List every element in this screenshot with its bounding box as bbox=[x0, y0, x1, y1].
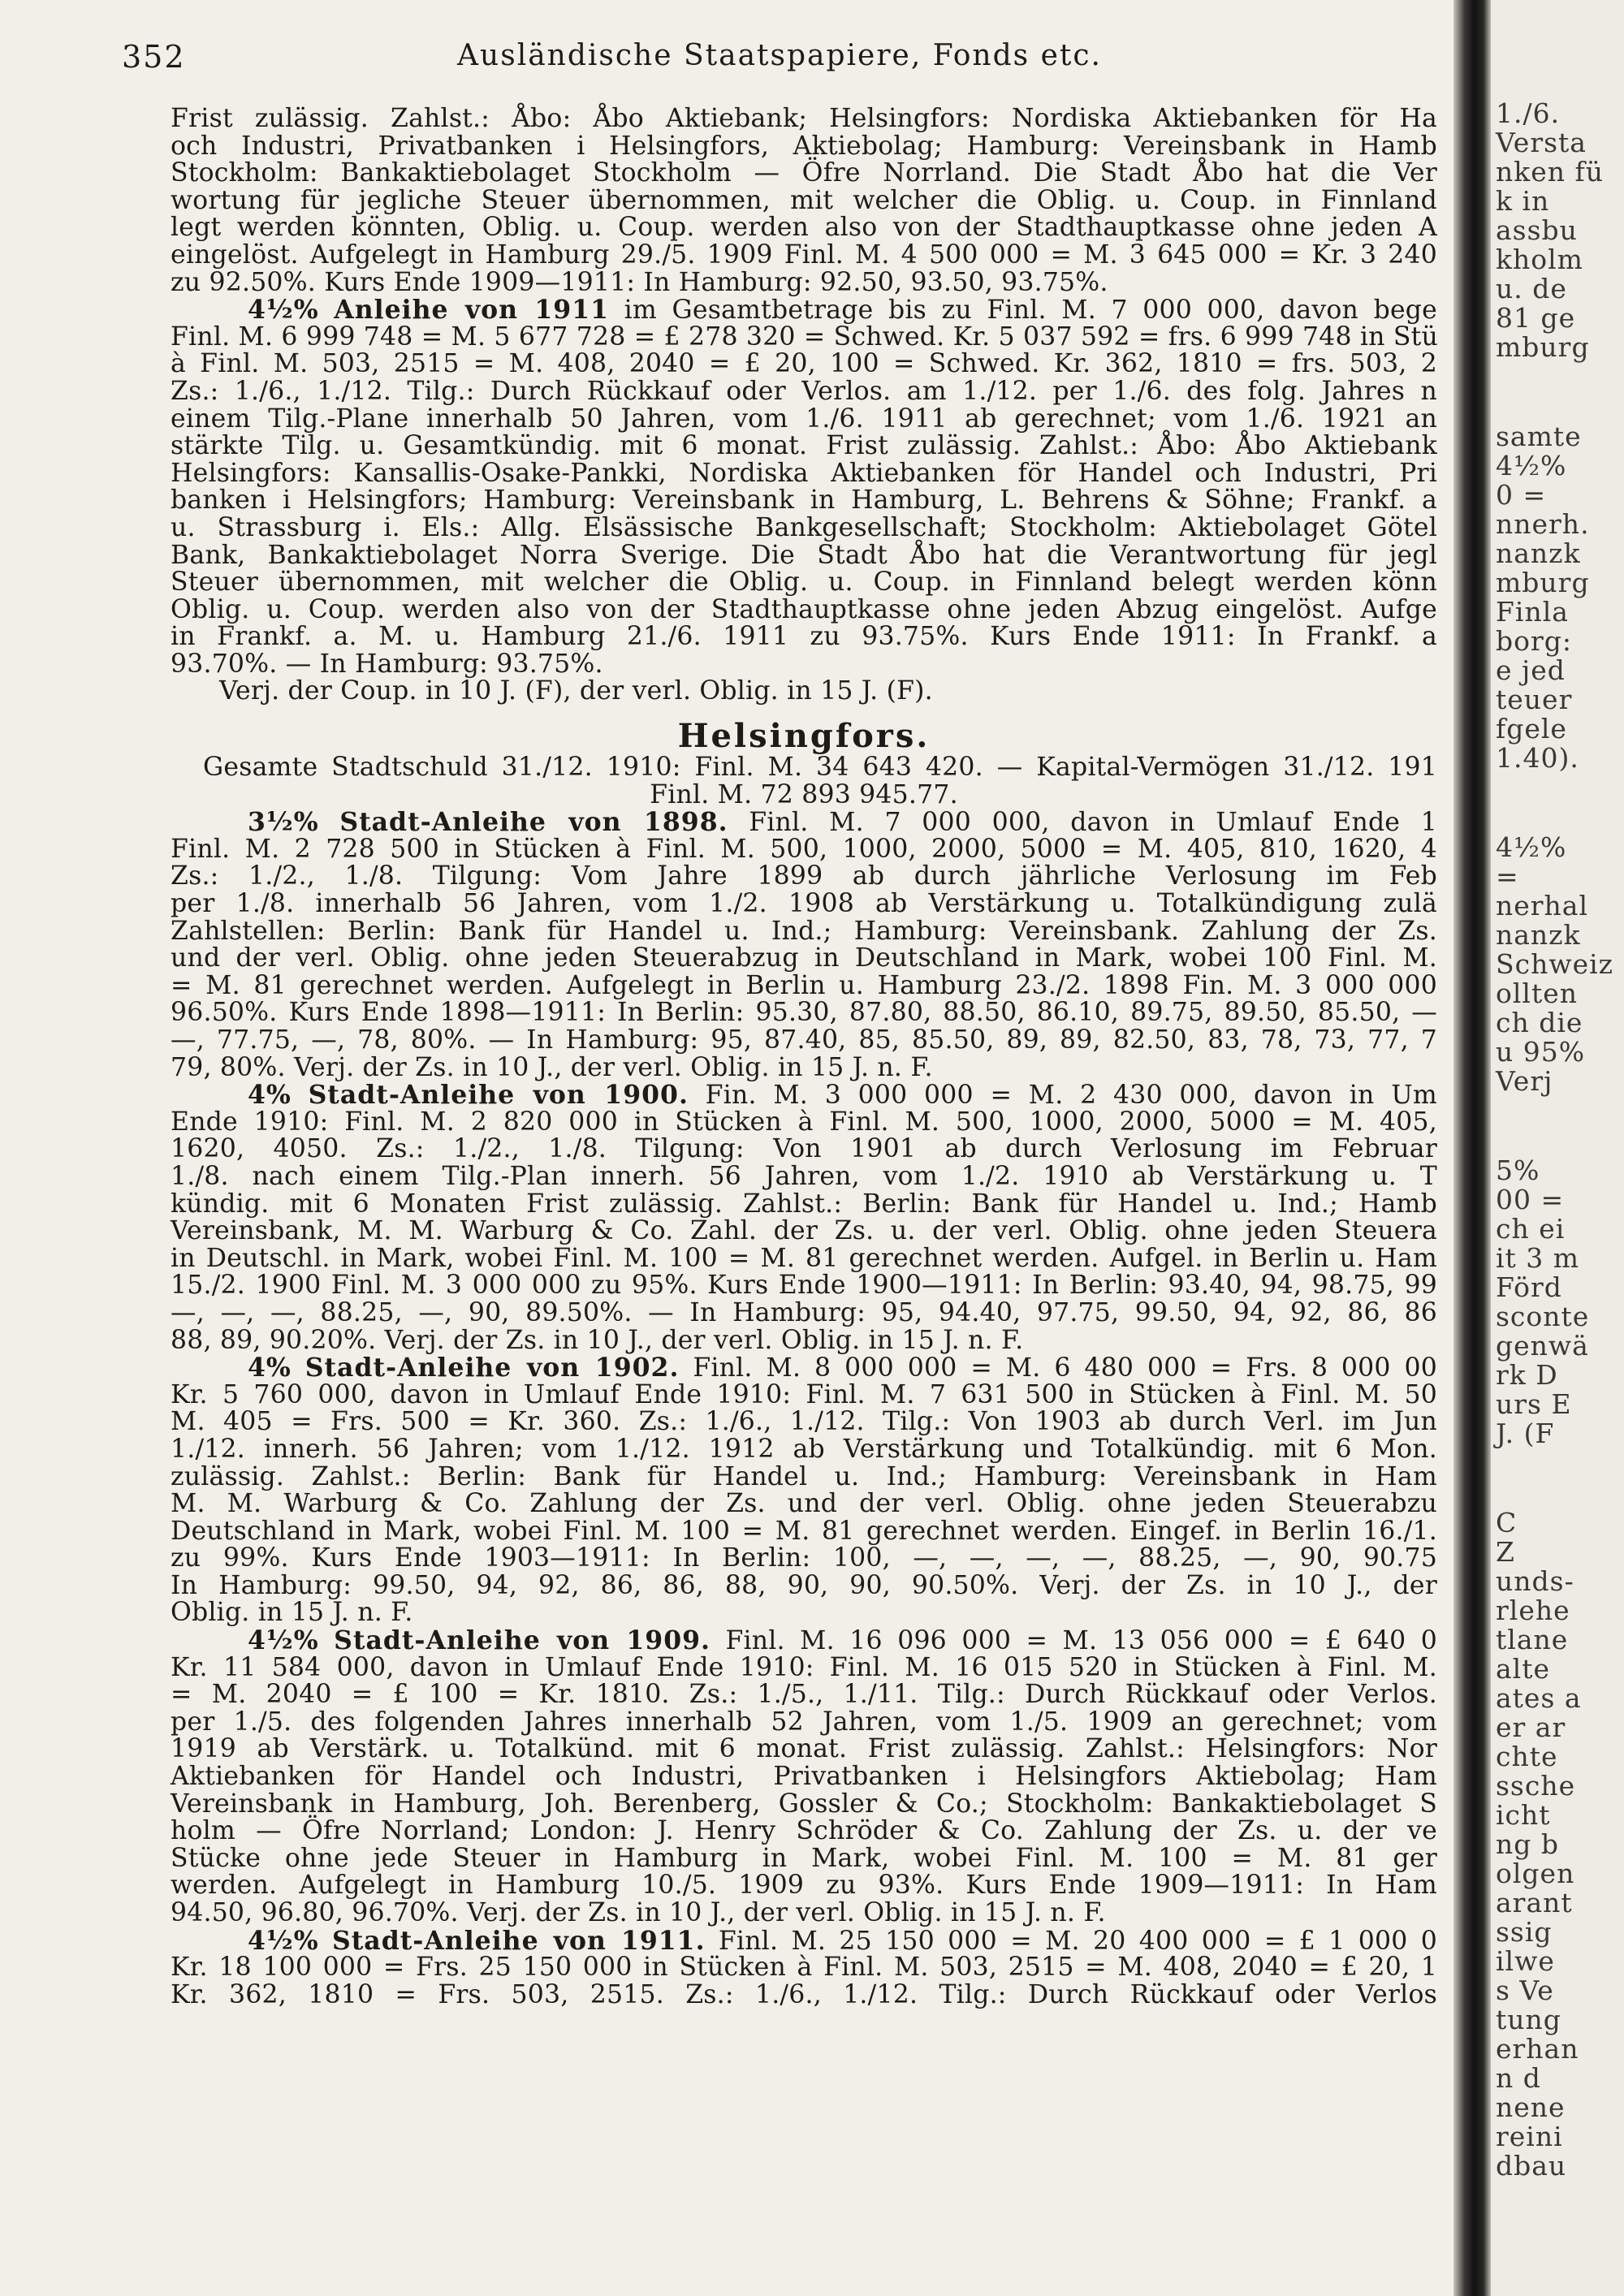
right-page-fragment: arant bbox=[1496, 1887, 1573, 1918]
right-page-edge bbox=[1491, 0, 1624, 2296]
text-line: —, —, —, 88.25, —, 90, 89.50%. — In Hamburg: 95, 94.40, 97.75, 99.50, 94, 92, 86, 86 bbox=[171, 1297, 1437, 1327]
right-page-fragment: e jed bbox=[1496, 654, 1566, 686]
text-line: Aktiebanken för Handel och Industri, Privatbanken i Helsingfors Aktiebolag; Ham bbox=[171, 1762, 1437, 1792]
loan-rate: 4% bbox=[248, 1080, 292, 1111]
right-page-fragment: 5% bbox=[1496, 1154, 1540, 1186]
right-page-fragment: olgen bbox=[1496, 1858, 1575, 1889]
text-line: legt werden könnten, Oblig. u. Coup. werden also von der Stadthauptkasse ohne jeden A bbox=[171, 213, 1437, 243]
right-page-fragment: rk D bbox=[1496, 1359, 1558, 1391]
text-line: Oblig. in 15 J. n. F. bbox=[171, 1598, 413, 1628]
text-line: 1./12. innerh. 56 Jahren; vom 1./12. 1912 ab Verstärkung und Totalkündig. mit 6 Mon. bbox=[171, 1434, 1437, 1464]
text-line: Bank, Bankaktiebolaget Norra Sverige. Die Stadt Åbo hat die Verantwortung für jegl bbox=[171, 540, 1437, 570]
loan-lead: Finl. M. 8 000 000 = M. 6 480 000 = Frs. 8 000 00 bbox=[693, 1353, 1438, 1383]
right-page-fragment: samte bbox=[1496, 421, 1582, 452]
text-line: Kr. 362, 1810 = Frs. 503, 2515. Zs.: 1./6., 1./12. Tilg.: Durch Rückkauf oder Verlos bbox=[171, 1979, 1437, 2009]
text-line: zu 99%. Kurs Ende 1903—1911: In Berlin: 100, —, —, —, —, 88.25, —, 90, 90.75 bbox=[171, 1543, 1437, 1573]
text-line: Zahlstellen: Berlin: Bank für Handel u. Ind.; Hamburg: Vereinsbank. Zahlung der Zs. bbox=[171, 916, 1437, 946]
right-page-fragment: tung bbox=[1496, 2004, 1561, 2035]
right-page-fragment: er ar bbox=[1496, 1711, 1566, 1743]
right-page-fragment: unds- bbox=[1496, 1565, 1574, 1597]
body-text bbox=[171, 106, 1437, 2009]
right-page-fragment: rlehe bbox=[1496, 1595, 1570, 1626]
right-page-fragment: n d bbox=[1496, 2062, 1541, 2094]
right-page-fragment: teuer bbox=[1496, 684, 1573, 715]
text-line: wortung für jegliche Steuer übernommen, mit welcher die Oblig. u. Coup. in Finnland bbox=[171, 185, 1437, 215]
loan-title: Stadt-Anleihe von 1900. bbox=[308, 1080, 689, 1111]
loan-lead: Finl. M. 7 000 000, davon in Umlauf Ende 1 bbox=[749, 808, 1438, 838]
right-page-fragment: urs E bbox=[1496, 1388, 1572, 1420]
text-line: 94.50, 96.80, 96.70%. Verj. der Zs. in 10 J., der verl. Oblig. in 15 J. n. F. bbox=[171, 1898, 1106, 1927]
text-line: 88, 89, 90.20%. Verj. der Zs. in 10 J., der verl. Oblig. in 15 J. n. F. bbox=[171, 1325, 1024, 1355]
right-page-fragment: erhan bbox=[1496, 2033, 1579, 2065]
right-page-fragment: nnerh. bbox=[1496, 508, 1590, 540]
text-line: holm — Öfre Norrland; London: J. Henry Schröder & Co. Zahlung der Zs. u. der ve bbox=[171, 1816, 1437, 1846]
right-page-fragment: 0 = bbox=[1496, 479, 1547, 511]
loan-rate: 3½% bbox=[248, 807, 319, 838]
text-line: Helsingfors: Kansallis-Osake-Pankki, Nordiska Aktiebanken för Handel och Industri, Pri bbox=[171, 458, 1437, 488]
page-number: 352 bbox=[122, 39, 186, 75]
text-line: u. Strassburg i. Els.: Allg. Elsässische Bankgesellschaft; Stockholm: Aktiebolaget Götel bbox=[171, 512, 1437, 542]
right-page-fragment: ng b bbox=[1496, 1828, 1559, 1860]
loan-entry-1902 bbox=[171, 1354, 1437, 1627]
text-line: Deutschland in Mark, wobei Finl. M. 100 = M. 81 gerechnet werden. Eingef. in Berlin 16./1. bbox=[171, 1516, 1437, 1546]
right-page-fragment: ssche bbox=[1496, 1770, 1576, 1802]
text-line: zu 92.50%. Kurs Ende 1909—1911: In Hamburg: 92.50, 93.50, 93.75%. bbox=[171, 267, 1108, 297]
right-page-fragment: Z bbox=[1496, 1536, 1515, 1568]
right-page-fragment: Förd bbox=[1496, 1271, 1562, 1303]
loan-entry-1911 bbox=[171, 1927, 1437, 2009]
text-line: —, 77.75, —, 78, 80%. — In Hamburg: 95, 87.40, 85, 85.50, 89, 89, 82.50, 83, 78, 73, 77, 7 bbox=[171, 1025, 1437, 1055]
text-line: Kr. 5 760 000, davon in Umlauf Ende 1910: Finl. M. 7 631 500 in Stücken à Finl. M. 50 bbox=[171, 1379, 1437, 1409]
text-line: Stockholm: Bankaktiebolaget Stockholm — Öfre Norrland. Die Stadt Åbo hat die Ver bbox=[171, 158, 1437, 188]
right-page-fragment: ates a bbox=[1496, 1682, 1582, 1714]
text-line: eingelöst. Aufgelegt in Hamburg 29./5. 1909 Finl. M. 4 500 000 = M. 3 645 000 = Kr. 3 240 bbox=[171, 240, 1437, 270]
right-page-fragment: nken fü bbox=[1496, 156, 1604, 188]
loan-rate: 4½% bbox=[248, 1625, 319, 1656]
right-page-fragment: dbau bbox=[1496, 2150, 1567, 2182]
text-line: Stücke ohne jede Steuer in Hamburg in Mark, wobei Finl. M. 100 = M. 81 ger bbox=[171, 1843, 1437, 1873]
text-line: einem Tilg.-Plane innerhalb 50 Jahren, vom 1./6. 1911 ab gerechnet; vom 1./6. 1921 an bbox=[171, 404, 1437, 434]
text-line: Vereinsbank, M. M. Warburg & Co. Zahl. der Zs. u. der verl. Oblig. ohne jeden Steuera bbox=[171, 1216, 1437, 1246]
loan-entry-abo-1911 bbox=[171, 296, 1437, 706]
right-page-fragment: Versta bbox=[1496, 127, 1587, 158]
text-line: = M. 81 gerechnet werden. Aufgelegt in Berlin u. Hamburg 23./2. 1898 Fin. M. 3 000 000 bbox=[171, 970, 1437, 1000]
right-page-fragment: k in bbox=[1496, 185, 1550, 217]
text-line: Finl. M. 2 728 500 in Stücken à Finl. M. 500, 1000, 2000, 5000 = M. 405, 810, 1620, 4 bbox=[171, 834, 1437, 864]
text-line: Finl. M. 6 999 748 = M. 5 677 728 = £ 278 320 = Schwed. Kr. 5 037 592 = frs. 6 999 748 in Stü bbox=[171, 322, 1439, 352]
loan-entry-1909 bbox=[171, 1627, 1437, 1927]
right-page-fragment: ssig bbox=[1496, 1916, 1553, 1948]
text-line: kündig. mit 6 Monaten Frist zulässig. Zahlst.: Berlin: Bank für Handel u. Ind.; Hamb bbox=[171, 1189, 1437, 1219]
loan-rate: 4½% bbox=[248, 295, 319, 326]
right-page-fragment: ch ei bbox=[1496, 1213, 1566, 1245]
right-page-fragment: borg: bbox=[1496, 625, 1573, 657]
right-page-fragment: 00 = bbox=[1496, 1184, 1565, 1215]
section-heading: Helsingfors. bbox=[677, 717, 931, 756]
loan-entry-1900 bbox=[171, 1081, 1437, 1354]
text-line: och Industri, Privatbanken i Helsingfors, Aktiebolag; Hamburg: Vereinsbank in Hamb bbox=[171, 131, 1437, 161]
right-page-fragment: Verj bbox=[1496, 1065, 1553, 1097]
right-page-fragment: ilwe bbox=[1496, 1945, 1555, 1977]
right-page-fragment: 81 ge bbox=[1496, 302, 1576, 334]
loan-rate: 4% bbox=[248, 1353, 292, 1383]
loan-lead: Finl. M. 16 096 000 = M. 13 056 000 = £ 640 0 bbox=[725, 1626, 1437, 1656]
loan-title: Stadt-Anleihe von 1911. bbox=[332, 1925, 706, 1956]
right-page-fragment: nanzk bbox=[1496, 919, 1581, 951]
loan-entry-1898 bbox=[171, 809, 1437, 1081]
right-page-fragment: nerhal bbox=[1496, 890, 1589, 921]
loan-lead: Finl. M. 25 150 000 = M. 20 400 000 = £ 1 000 0 bbox=[718, 1926, 1438, 1956]
text-line: stärkte Tilg. u. Gesamtkündig. mit 6 monat. Frist zulässig. Zahlst.: Åbo: Åbo Aktiebank bbox=[171, 431, 1437, 461]
right-page-fragment: C bbox=[1496, 1507, 1518, 1539]
right-page-fragment: sconte bbox=[1496, 1301, 1590, 1332]
right-page-fragment: alte bbox=[1496, 1653, 1551, 1685]
loan-heading-line bbox=[171, 1081, 1437, 1109]
loan-heading-line bbox=[171, 296, 1437, 324]
right-page-fragment: 1./6. bbox=[1496, 97, 1561, 129]
text-line: Kr. 18 100 000 = Frs. 25 150 000 in Stücken à Finl. M. 503, 2515 = M. 408, 2040 = £ 20, 1 bbox=[171, 1953, 1437, 1983]
text-line: à Finl. M. 503, 2515 = M. 408, 2040 = £ 20, 100 = Schwed. Kr. 362, 1810 = frs. 503, 2 bbox=[171, 349, 1437, 379]
loan-rate: 4½% bbox=[248, 1925, 319, 1956]
section-summary: Gesamte Stadtschuld 31./12. 1910: Finl. M. 34 643 420. — Kapital-Vermögen 31./12. 191 bbox=[203, 753, 1437, 783]
text-line: Steuer übernommen, mit welcher die Oblig. u. Coup. in Finnland belegt werden könn bbox=[171, 568, 1437, 598]
loan-heading-line bbox=[171, 1627, 1437, 1655]
right-page-fragment: reini bbox=[1496, 2121, 1563, 2152]
book-gutter bbox=[1453, 0, 1491, 2296]
right-page-fragment: u. de bbox=[1496, 273, 1567, 304]
right-page-fragment: nene bbox=[1496, 2091, 1566, 2123]
text-line: Vereinsbank in Hamburg, Joh. Berenberg, Gossler & Co.; Stockholm: Bankaktiebolaget S bbox=[171, 1789, 1437, 1819]
right-page-fragment: u 95% bbox=[1496, 1036, 1586, 1068]
text-line: Zs.: 1./6., 1./12. Tilg.: Durch Rückkauf oder Verlos. am 1./12. per 1./6. des folg. Jahres n bbox=[171, 376, 1437, 406]
text-line: 93.70%. — In Hamburg: 93.75%. bbox=[171, 649, 603, 679]
text-line: per 1./5. des folgenden Jahres innerhalb 52 Jahren, vom 1./5. 1909 an gerechnet; vom bbox=[171, 1707, 1437, 1737]
text-line: in Frankf. a. M. u. Hamburg 21./6. 1911 zu 93.75%. Kurs Ende 1911: In Frankf. a bbox=[171, 622, 1437, 652]
text-line: In Hamburg: 99.50, 94, 92, 86, 86, 88, 90, 90, 90.50%. Verj. der Zs. in 10 J., der bbox=[171, 1570, 1437, 1600]
text-line: 1./8. nach einem Tilg.-Plan innerh. 56 Jahren, vom 1./2. 1910 ab Verstärkung u. T bbox=[171, 1161, 1437, 1191]
right-page-fragment: 4½% bbox=[1496, 831, 1567, 863]
text-line: per 1./8. innerhalb 56 Jahren, vom 1./2. 1908 ab Verstärkung u. Totalkündigung zulä bbox=[171, 889, 1437, 919]
text-line: werden. Aufgelegt in Hamburg 10./5. 1909 zu 93%. Kurs Ende 1909—1911: In Ham bbox=[171, 1871, 1437, 1901]
loan-title: Anleihe von 1911 bbox=[334, 295, 610, 326]
text-line: 1620, 4050. Zs.: 1./2., 1./8. Tilgung: Von 1901 ab durch Verlosung im Februar bbox=[171, 1134, 1437, 1164]
text-line: Ende 1910: Finl. M. 2 820 000 in Stücken à Finl. M. 500, 1000, 2000, 5000 = M. 405, bbox=[171, 1107, 1437, 1137]
loan-heading-line bbox=[171, 1354, 1437, 1382]
text-line: Zs.: 1./2., 1./8. Tilgung: Vom Jahre 1899 ab durch jährliche Verlosung im Feb bbox=[171, 861, 1437, 891]
right-page-fragment: 4½% bbox=[1496, 450, 1567, 481]
text-line: = M. 2040 = £ 100 = Kr. 1810. Zs.: 1./5., 1./11. Tilg.: Durch Rückkauf oder Verlos. bbox=[171, 1680, 1437, 1710]
right-page-fragment: tlane bbox=[1496, 1624, 1569, 1655]
section-summary: Finl. M. 72 893 945.77. bbox=[650, 779, 958, 809]
text-line: M. 405 = Frs. 500 = Kr. 360. Zs.: 1./6., 1./12. Tilg.: Von 1903 ab durch Verl. im Jun bbox=[171, 1407, 1437, 1437]
loan-title: Stadt-Anleihe von 1898. bbox=[339, 807, 728, 838]
text-line: und der verl. Oblig. ohne jeden Steuerabzug in Deutschland in Mark, wobei 100 Finl. M. bbox=[171, 943, 1437, 973]
loan-lead: im Gesamtbetrage bis zu Finl. M. 7 000 000, davon bege bbox=[624, 296, 1437, 326]
text-line: in Deutschl. in Mark, wobei Finl. M. 100 = M. 81 gerechnet werden. Aufgel. in Berlin u. Ham bbox=[171, 1243, 1437, 1273]
loan-lead: Fin. M. 3 000 000 = M. 2 430 000, davon in Um bbox=[705, 1081, 1438, 1111]
right-page-fragment: fgele bbox=[1496, 713, 1567, 744]
running-head: Ausländische Staatspapiere, Fonds etc. bbox=[457, 39, 1102, 72]
verjaehrung-line: Verj. der Coup. in 10 J. (F), der verl. Oblig. in 15 J. (F). bbox=[219, 676, 933, 706]
right-page-fragment: mburg bbox=[1496, 331, 1590, 363]
right-page-fragment: 1.40). bbox=[1496, 742, 1579, 774]
text-line: Kr. 11 584 000, davon in Umlauf Ende 1910: Finl. M. 16 015 520 in Stücken à Finl. M. bbox=[171, 1652, 1437, 1682]
right-page-fragment: = bbox=[1496, 861, 1519, 892]
right-page-fragment: assbu bbox=[1496, 214, 1578, 246]
text-line: 96.50%. Kurs Ende 1898—1911: In Berlin: 95.30, 87.80, 88.50, 86.10, 89.75, 89.50, 85.50, — bbox=[171, 998, 1437, 1028]
text-line: 15./2. 1900 Finl. M. 3 000 000 zu 95%. Kurs Ende 1900—1911: In Berlin: 93.40, 94, 98.75, 99 bbox=[171, 1271, 1437, 1301]
loan-title: Stadt-Anleihe von 1909. bbox=[334, 1625, 710, 1656]
right-page-fragment: icht bbox=[1496, 1799, 1551, 1831]
text-line: banken i Helsingfors; Hamburg: Vereinsbank in Hamburg, L. Behrens & Söhne; Frankf. a bbox=[171, 486, 1437, 516]
text-line: 1919 ab Verstärk. u. Totalkünd. mit 6 monat. Frist zulässig. Zahlst.: Helsingfors: Nor bbox=[171, 1734, 1437, 1764]
right-page-fragment: chte bbox=[1496, 1741, 1558, 1772]
right-page-fragment: Schweiz bbox=[1496, 948, 1614, 980]
right-page-fragment: ollten bbox=[1496, 978, 1579, 1009]
text-line: 79, 80%. Verj. der Zs. in 10 J., der verl. Oblig. in 15 J. n. F. bbox=[171, 1052, 933, 1082]
right-page-fragment: Finla bbox=[1496, 596, 1569, 628]
loan-title: Stadt-Anleihe von 1902. bbox=[304, 1353, 680, 1383]
text-line: Oblig. u. Coup. werden also von der Stadthauptkasse ohne jeden Abzug eingelöst. Aufge bbox=[171, 594, 1437, 624]
text-line: Frist zulässig. Zahlst.: Åbo: Åbo Aktiebank; Helsingfors: Nordiska Aktiebanken för Ha bbox=[171, 104, 1437, 133]
page-header bbox=[122, 39, 1437, 80]
text-line: M. M. Warburg & Co. Zahlung der Zs. und der verl. Oblig. ohne jeden Steuerabzu bbox=[171, 1489, 1437, 1519]
right-page-fragment: it 3 m bbox=[1496, 1242, 1580, 1274]
right-page-fragment: kholm bbox=[1496, 244, 1583, 275]
right-page-fragment: mburg bbox=[1496, 567, 1590, 598]
right-page-fragment: genwä bbox=[1496, 1330, 1589, 1362]
continuation-paragraph bbox=[171, 106, 1437, 296]
loan-heading-line bbox=[171, 1927, 1437, 1955]
right-page-fragment: J. (F bbox=[1496, 1418, 1555, 1449]
right-page-fragment: nanzk bbox=[1496, 537, 1581, 569]
text-line: zulässig. Zahlst.: Berlin: Bank für Handel u. Ind.; Hamburg: Vereinsbank in Ham bbox=[171, 1461, 1437, 1491]
right-page-fragment: s Ve bbox=[1496, 1974, 1554, 2006]
right-page-fragment: ch die bbox=[1496, 1007, 1583, 1038]
loan-heading-line bbox=[171, 809, 1437, 836]
